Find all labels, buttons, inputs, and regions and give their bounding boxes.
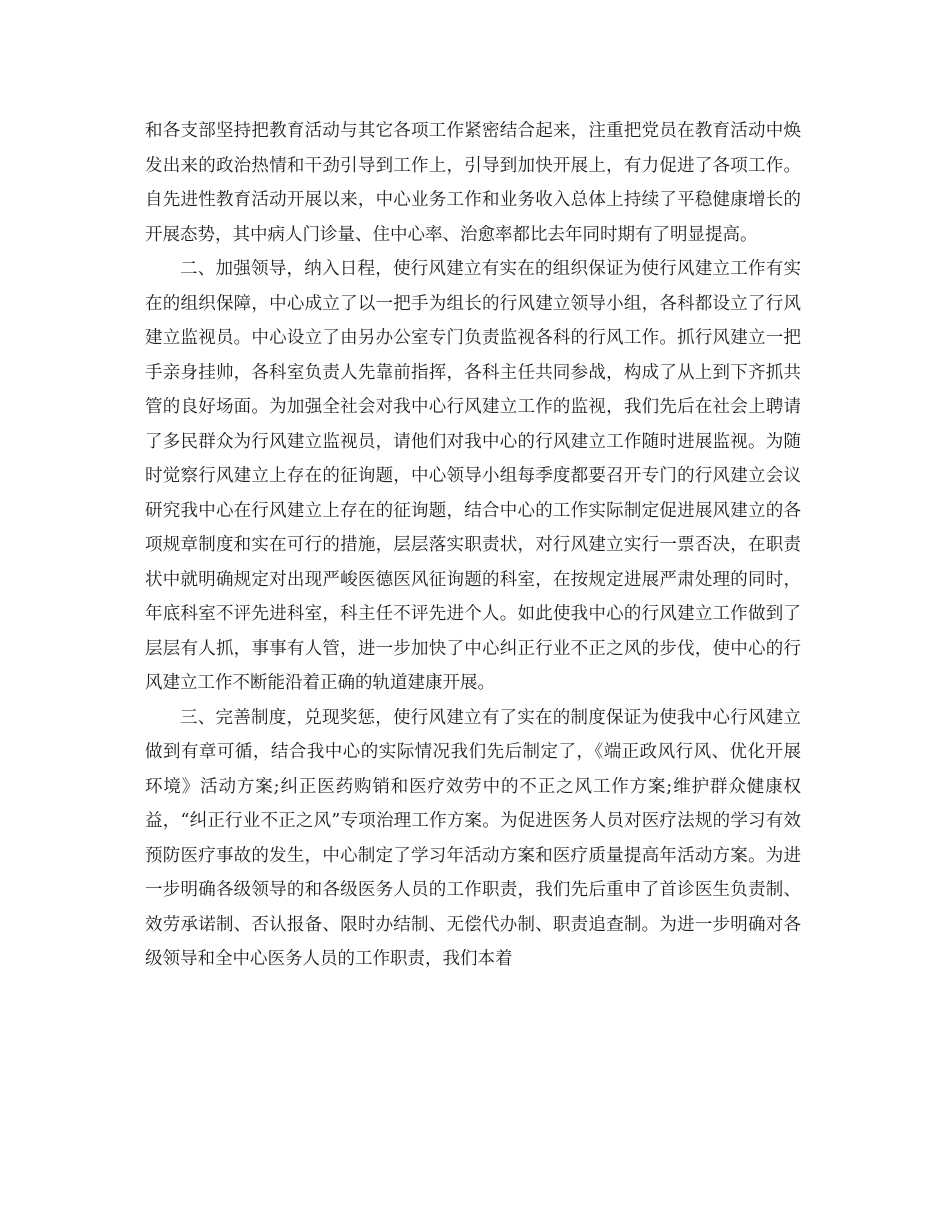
paragraph-section-three: 三、完善制度，兑现奖惩，使行风建立有了实在的制度保证为使我中心行风建立做到有章可循，结合我中心的实际情况我们先后制定了，《端正政风行风、优化开展环境》活动方案;纠正医药购销和医疗效劳中的不正之风工作方案;维护群众健康权益，“纠正行业不正之风”专项治理工作方案。为促进医务人员对医疗法规的学习有效预防医疗事故的发生，中心制定了学习年活动方案和医疗质量提高年活动方案。为进一步明确各级领导的和各级医务人员的工作职责，我们先后重申了首诊医生负责制、效劳承诺制、否认报备、限时办结制、无偿代办制、职责追查制。为进一步明确对各级领导和全中心医务人员的工作职责，我们本着 <box>145 707 801 969</box>
paragraph-continuation: 和各支部坚持把教育活动与其它各项工作紧密结合起来，注重把党员在教育活动中焕发出来的政治热情和干劲引导到工作上，引导到加快开展上，有力促进了各项工作。自先进性教育活动开展以来，中心业务工作和业务收入总体上持续了平稳健康增长的开展态势，其中病人门诊量、住中心率、治愈率都比去年同时期有了明显提高。 <box>145 121 801 245</box>
document-body <box>145 114 801 977</box>
paragraph-section-two: 二、加强领导，纳入日程，使行风建立有实在的组织保证为使行风建立工作有实在的组织保障，中心成立了以一把手为组长的行风建立领导小组，各科都设立了行风建立监视员。中心设立了由另办公室专门负责监视各科的行风工作。抓行风建立一把手亲身挂帅，各科室负责人先靠前指挥，各科主任共同参战，构成了从上到下齐抓共管的良好场面。为加强全社会对我中心行风建立工作的监视，我们先后在社会上聘请了多民群众为行风建立监视员，请他们对我中心的行风建立工作随时进展监视。为随时觉察行风建立上存在的征询题，中心领导小组每季度都要召开专门的行风建立会议研究我中心在行风建立上存在的征询题，结合中心的工作实际制定促进展风建立的各项规章制度和实在可行的措施，层层落实职责状，对行风建立实行一票否决，在职责状中就明确规定对出现严峻医德医风征询题的科室，在按规定进展严肃处理的同时，年底科室不评先进科室，科主任不评先进个人。如此使我中心的行风建立工作做到了层层有人抓，事事有人管，进一步加快了中心纠正行业不正之风的步伐，使中心的行风建立工作不断能沿着正确的轨道建康开展。 <box>145 259 801 693</box>
